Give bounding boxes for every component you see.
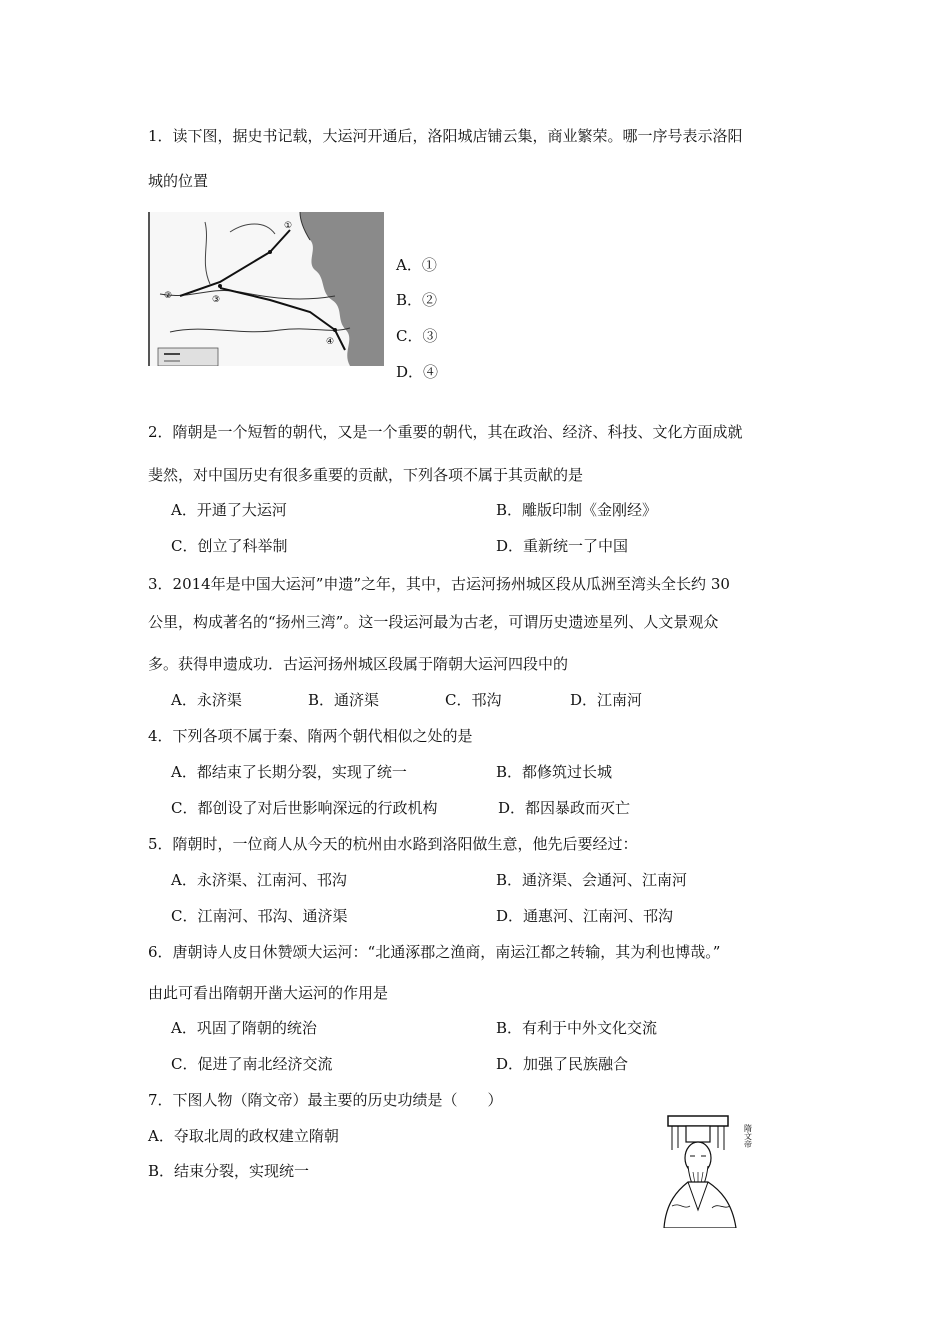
map-marker-2: ②: [164, 291, 173, 301]
q2-option-a[interactable]: A．开通了大运河: [171, 501, 287, 519]
q5-option-a[interactable]: A．永济渠、江南河、邗沟: [171, 871, 347, 889]
q2-option-d[interactable]: D．重新统一了中国: [496, 537, 629, 555]
q6-option-d[interactable]: D．加强了民族融合: [496, 1055, 629, 1073]
q3-stem-line2: 公里，构成著名的“扬州三湾”。这一段运河最为古老，可谓历史遗迹星列、人文景观众: [148, 613, 719, 631]
q3-stem-line3: 多。获得申遗成功．古运河扬州城区段属于隋朝大运河四段中的: [148, 655, 569, 673]
q2-stem-line1: 2．隋朝是一个短暂的朝代，又是一个重要的朝代，其在政治、经济、科技、文化方面成就: [148, 423, 743, 441]
q6-stem-line2: 由此可看出隋朝开凿大运河的作用是: [148, 984, 389, 1002]
q2-option-c[interactable]: C．创立了科举制: [171, 537, 288, 555]
q7-option-b[interactable]: B．结束分裂，实现统一: [148, 1162, 310, 1180]
q4-option-c[interactable]: C．都创设了对后世影响深远的行政机构: [171, 799, 438, 817]
q5-option-d[interactable]: D．通惠河、江南河、邗沟: [496, 907, 674, 925]
q4-option-a[interactable]: A．都结束了长期分裂，实现了统一: [171, 763, 407, 781]
q1-stem-line2: 城的位置: [148, 172, 209, 190]
portrait-caption: 隋文帝: [743, 1124, 753, 1148]
q4-option-b[interactable]: B．都修筑过长城: [496, 763, 613, 781]
q1-stem-line1: 1．读下图，据史书记载，大运河开通后，洛阳城店铺云集，商业繁荣。哪一序号表示洛阳: [148, 127, 743, 145]
q2-option-b[interactable]: B．雕版印制《金刚经》: [496, 501, 658, 519]
q6-option-a[interactable]: A．巩固了隋朝的统治: [171, 1019, 317, 1037]
portrait-drawing: [660, 1110, 760, 1228]
q3-option-d[interactable]: D．江南河: [570, 691, 643, 709]
q3-stem-line1: 3．2014年是中国大运河”申遗”之年，其中，古运河扬州城区段从瓜洲至湾头全长约 30: [148, 575, 730, 593]
q5-stem: 5．隋朝时，一位商人从今天的杭州由水路到洛阳做生意，他先后要经过：: [148, 835, 638, 853]
q1-option-a[interactable]: A．①: [396, 256, 437, 274]
map-marker-1: ①: [284, 221, 293, 231]
q1-option-d[interactable]: D．④: [396, 363, 439, 381]
q1-option-b[interactable]: B．②: [396, 291, 438, 309]
q3-option-a[interactable]: A．永济渠: [171, 691, 242, 709]
q6-option-c[interactable]: C．促进了南北经济交流: [171, 1055, 333, 1073]
map-illustration: [150, 212, 384, 366]
grand-canal-map: [148, 212, 384, 366]
q5-option-b[interactable]: B．通济渠、会通河、江南河: [496, 871, 688, 889]
map-marker-3: ③: [212, 295, 221, 305]
emperor-wen-portrait: [660, 1110, 760, 1228]
q7-option-a[interactable]: A．夺取北周的政权建立隋朝: [148, 1127, 339, 1145]
map-marker-4: ④: [326, 337, 335, 347]
q3-option-c[interactable]: C．邗沟: [445, 691, 502, 709]
q5-option-c[interactable]: C．江南河、邗沟、通济渠: [171, 907, 348, 925]
q4-option-d[interactable]: D．都因暴政而灭亡: [498, 799, 631, 817]
q2-stem-line2: 斐然，对中国历史有很多重要的贡献，下列各项不属于其贡献的是: [148, 466, 584, 484]
q6-option-b[interactable]: B．有利于中外文化交流: [496, 1019, 658, 1037]
q7-stem: 7．下图人物（隋文帝）最主要的历史功绩是（ ）: [148, 1091, 503, 1109]
q3-option-b[interactable]: B．通济渠: [308, 691, 380, 709]
q6-stem-line1: 6．唐朝诗人皮日休赞颂大运河：“北通涿郡之渔商，南运江都之转输，其为利也博哉。”: [148, 943, 721, 961]
q4-stem: 4．下列各项不属于秦、隋两个朝代相似之处的是: [148, 727, 473, 745]
q1-option-c[interactable]: C．③: [396, 327, 438, 345]
